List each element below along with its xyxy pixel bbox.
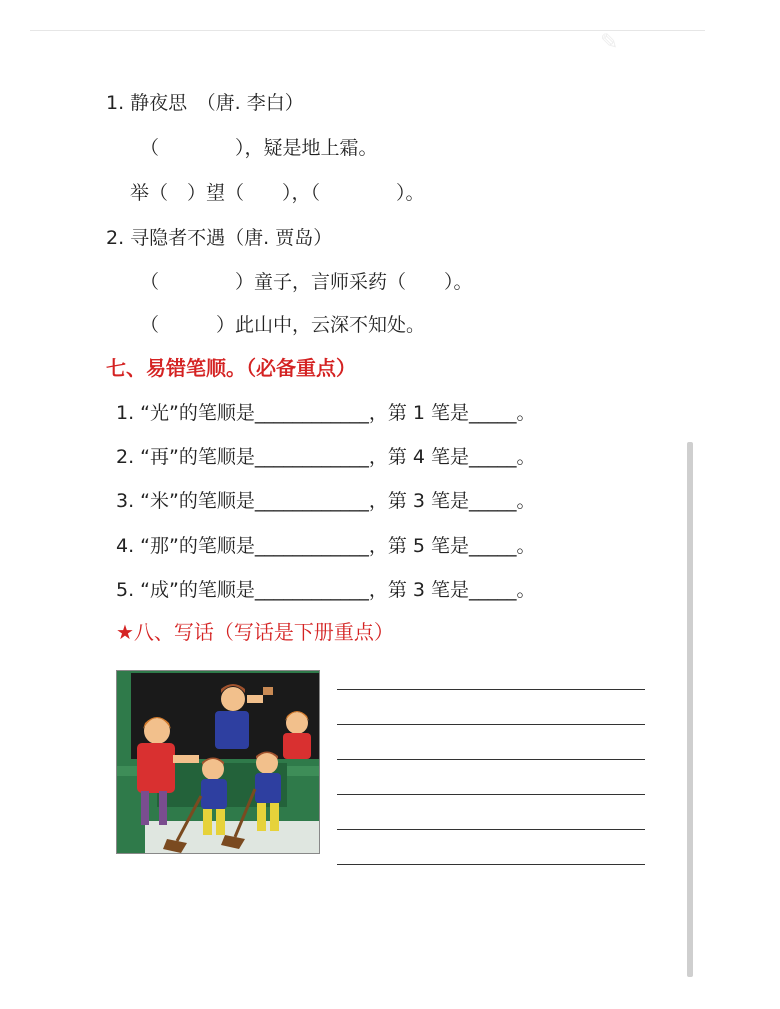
stroke-order-item-3: 3. “米”的笔顺是____________，第 3 笔是_____。 — [116, 490, 536, 512]
section-7-heading: 七、易错笔顺。（必备重点） — [106, 356, 356, 380]
poem-1-title: 1. 静夜思 （唐. 李白） — [106, 92, 304, 114]
stroke-order-item-5: 5. “成”的笔顺是____________，第 3 笔是_____。 — [116, 579, 536, 601]
writing-line-5 — [337, 829, 645, 830]
writing-line-3 — [337, 759, 645, 760]
stroke-order-item-4: 4. “那”的笔顺是____________，第 5 笔是_____。 — [116, 535, 536, 557]
writing-line-1 — [337, 689, 645, 690]
writing-line-2 — [337, 724, 645, 725]
poem-2-title: 2. 寻隐者不遇（唐. 贾岛） — [106, 227, 333, 249]
stroke-order-item-2: 2. “再”的笔顺是____________，第 4 笔是_____。 — [116, 446, 536, 468]
poem-2-line-2: （ ）此山中，云深不知处。 — [140, 314, 426, 336]
watermark-decoration: ✎ — [600, 30, 619, 55]
writing-line-6 — [337, 864, 645, 865]
classroom-cleaning-illustration — [116, 670, 320, 854]
section-8-heading: ★八、写话（写话是下册重点） — [116, 620, 394, 644]
stroke-order-item-1: 1. “光”的笔顺是____________，第 1 笔是_____。 — [116, 402, 536, 424]
page-scrollbar[interactable] — [687, 442, 693, 977]
poem-2-line-1: （ ）童子，言师采药（ ）。 — [140, 271, 473, 293]
poem-1-line-1: （ ），疑是地上霜。 — [140, 137, 378, 159]
writing-line-4 — [337, 794, 645, 795]
poem-1-line-2: 举（ ）望（ ），（ ）。 — [130, 182, 425, 204]
